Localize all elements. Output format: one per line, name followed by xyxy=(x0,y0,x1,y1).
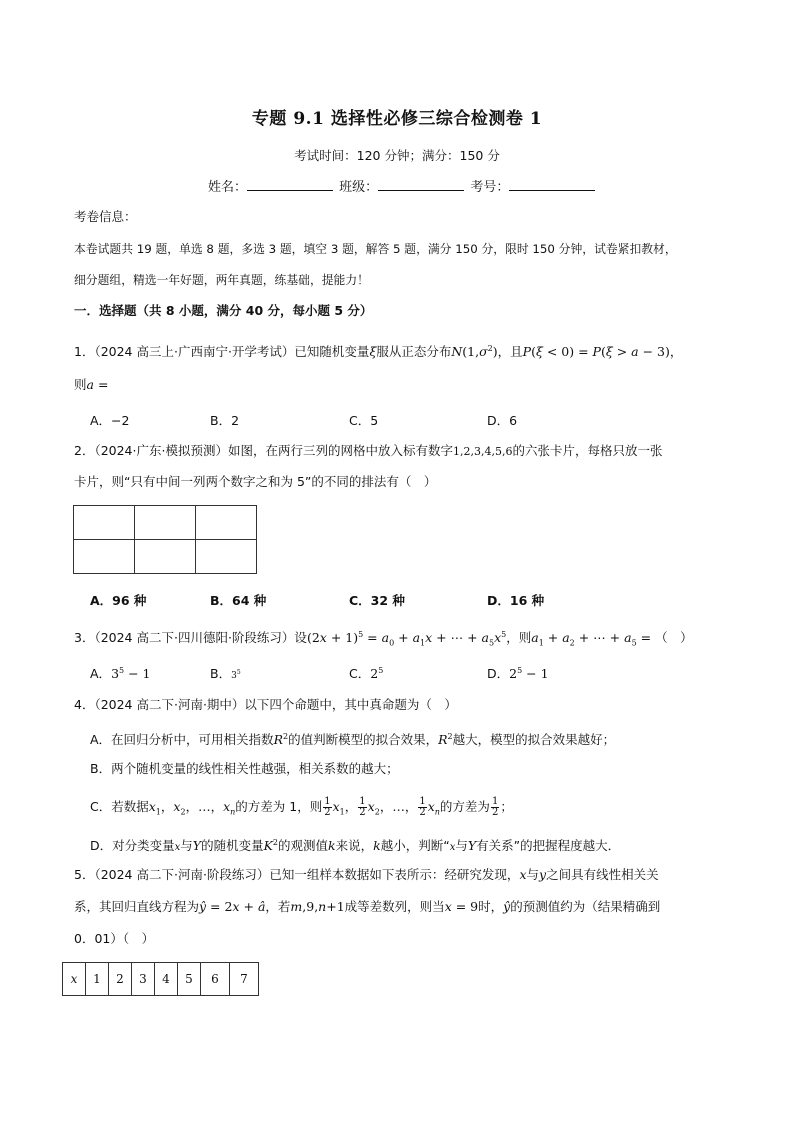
q3-option-b[interactable]: B．$3^5$ xyxy=(210,666,241,681)
page-title: 专题 9.1 选择性必修三综合检测卷 1 xyxy=(251,109,543,129)
section-heading: 一．选择题（共 8 小题，满分 40 分，每小题 5 分） xyxy=(74,303,373,318)
table-cell: 5 xyxy=(178,963,201,996)
q2-stem-2: 卡片，则“只有中间一列两个数字之和为 5”的不同的排法有（ ） xyxy=(74,474,437,489)
q2-option-a[interactable]: A．96 种 xyxy=(90,593,147,608)
grid-cell xyxy=(135,540,196,574)
q2-stem: 2．（2024·广东·模拟预测）如图，在两行三列的网格中放入标有数字1,2,3,4,5,6的六张卡片，每格只放一张 xyxy=(74,443,663,458)
grid-cell xyxy=(196,540,257,574)
q4-option-a[interactable]: A．在回归分析中，可用相关指数$R^2$的值判断模型的拟合效果，$R^2$越大，模型的拟合效果越好； xyxy=(90,732,616,748)
q2-option-c[interactable]: C．32 种 xyxy=(349,593,405,608)
q2-option-d[interactable]: D．16 种 xyxy=(487,593,545,608)
number-label: 考号： xyxy=(470,180,510,195)
class-label: 班级： xyxy=(339,180,379,195)
class-field[interactable] xyxy=(378,178,464,191)
table-header-cell: x xyxy=(63,963,86,996)
info-heading: 考卷信息： xyxy=(74,209,137,224)
table-cell: 6 xyxy=(201,963,230,996)
q4-option-d[interactable]: D．对分类变量x与Y的随机变量$K^2$的观测值k来说，k越小，判断“x与Y有关系”的把握程度越大． xyxy=(90,838,621,854)
exam-time: 考试时间：120 分钟；满分：150 分 xyxy=(294,148,500,163)
grid-cell xyxy=(135,506,196,540)
q2-option-b[interactable]: B．64 种 xyxy=(210,593,267,608)
q4-option-b[interactable]: B．两个随机变量的线性相关性越强，相关系数的越大； xyxy=(90,761,399,776)
table-cell: 1 xyxy=(86,963,109,996)
grid-cell xyxy=(74,506,135,540)
q5-stem-3: 0．01）（ ） xyxy=(74,931,155,946)
grid-cell xyxy=(196,506,257,540)
table-row xyxy=(63,963,259,996)
q3-option-d[interactable]: D．$2^5 - 1$ xyxy=(487,665,549,681)
q1-stem-2: 则a = xyxy=(74,377,109,392)
name-label: 姓名： xyxy=(208,180,248,195)
info-line-2: 细分题组，精选一年好题，两年真题，练基础，提能力！ xyxy=(74,273,369,287)
q4-option-c[interactable]: C．若数据$x_1$，$x_2$，…，$x_n$的方差为 1，则 $\frac{1}{2}$ $x_1$， $\frac{1}{2}$ $x_2$，…， $\frac{1}{2}$ $x_n$的方差为 $\frac{1}{2}$ ； xyxy=(90,796,513,818)
q1-option-c[interactable]: C．5 xyxy=(349,413,379,428)
q1-option-d[interactable]: D．6 xyxy=(487,413,518,428)
student-info-line xyxy=(208,176,595,195)
table-cell: 4 xyxy=(155,963,178,996)
card-grid xyxy=(73,505,257,574)
table-cell: 7 xyxy=(230,963,259,996)
q1-option-b[interactable]: B．2 xyxy=(210,413,240,428)
q5-stem-2: 系，其回归直线方程为ŷ = 2x + â，若m,9,n+1成等差数列，则当x = 9时，ŷ的预测值约为（结果精确到 xyxy=(74,899,661,914)
info-line-1: 本卷试题共 19 题，单选 8 题，多选 3 题，填空 3 题，解答 5 题，满分 150 分，限时 150 分钟，试卷紧扣教材， xyxy=(74,242,677,256)
sample-data-table xyxy=(62,962,259,996)
q5-stem-1: 5．（2024 高二下·河南·阶段练习）已知一组样本数据如下表所示：经研究发现，x与y之间具有线性相关关 xyxy=(74,867,659,882)
grid-cell xyxy=(74,540,135,574)
q3-option-a[interactable]: A．$3^5 - 1$ xyxy=(90,665,151,681)
number-field[interactable] xyxy=(509,178,595,191)
q3-option-c[interactable]: C．$2^5$ xyxy=(349,665,384,681)
table-cell: 2 xyxy=(109,963,132,996)
table-cell: 3 xyxy=(132,963,155,996)
q1-option-a[interactable]: A．−2 xyxy=(90,413,130,428)
q1-stem: 1．（2024 高三上·广西南宁·开学考试）已知随机变量ξ服从正态分布$N(1,\sigma^2)$，且P(ξ < 0) = P(ξ > a − 3)， xyxy=(74,344,683,360)
name-field[interactable] xyxy=(247,178,333,191)
q3-stem: 3．（2024 高二下·四川德阳·阶段练习）设$(2x + 1)^5 = a_0 + a_1x$ + ⋯ + $a_5x^5$，则$a_1 + a_2$ + ⋯ + $a_5$ = （ ） xyxy=(74,630,693,648)
q4-stem: 4．（2024 高二下·河南·期中）以下四个命题中，其中真命题为（ ） xyxy=(74,697,457,712)
